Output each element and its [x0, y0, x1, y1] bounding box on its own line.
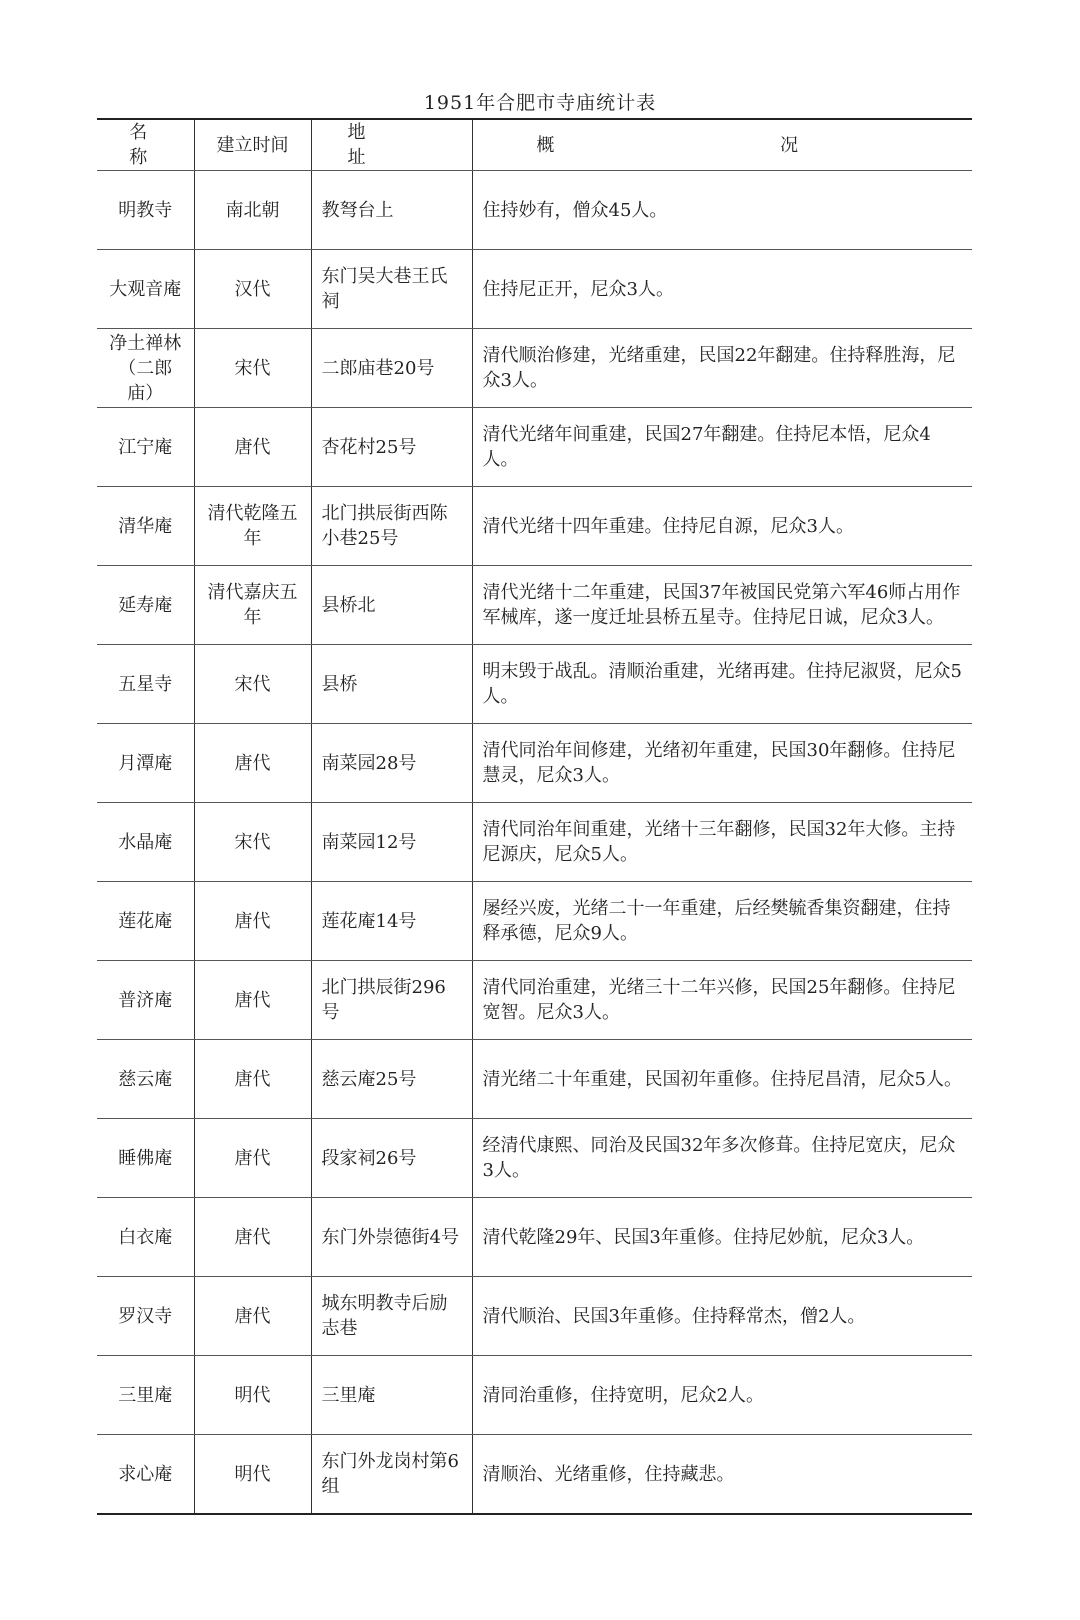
cell-name: 水晶庵	[97, 803, 194, 882]
cell-name: 莲花庵	[97, 882, 194, 961]
table-row	[97, 250, 972, 329]
cell-name: 普济庵	[97, 961, 194, 1040]
table-row	[97, 1435, 972, 1515]
cell-address: 东门外崇德街4号	[311, 1198, 472, 1277]
table-row	[97, 1119, 972, 1198]
cell-time: 唐代	[194, 1198, 311, 1277]
table-row	[97, 566, 972, 645]
cell-address: 教弩台上	[311, 171, 472, 250]
cell-summary: 清光绪二十年重建，民国初年重修。住持尼昌清，尼众5人。	[472, 1040, 972, 1119]
table-row	[97, 1040, 972, 1119]
cell-time: 唐代	[194, 1119, 311, 1198]
header-name: 名 称	[97, 119, 194, 171]
cell-summary: 住持妙有，僧众45人。	[472, 171, 972, 250]
cell-time: 唐代	[194, 408, 311, 487]
cell-time: 清代乾隆五年	[194, 487, 311, 566]
cell-address: 南菜园28号	[311, 724, 472, 803]
table-row	[97, 1198, 972, 1277]
cell-summary: 清代同治年间重建，光绪十三年翻修，民国32年大修。主持尼源庆，尼众5人。	[472, 803, 972, 882]
table-row	[97, 803, 972, 882]
cell-address: 县桥	[311, 645, 472, 724]
cell-name: 白衣庵	[97, 1198, 194, 1277]
cell-summary: 清代同治年间修建，光绪初年重建，民国30年翻修。住持尼慧灵，尼众3人。	[472, 724, 972, 803]
cell-name: 大观音庵	[97, 250, 194, 329]
cell-time: 宋代	[194, 645, 311, 724]
cell-time: 唐代	[194, 882, 311, 961]
cell-name: 慈云庵	[97, 1040, 194, 1119]
cell-summary: 清代光绪十二年重建，民国37年被国民党第六军46师占用作军械库，遂一度迁址县桥五星寺。住持尼日诚，尼众3人。	[472, 566, 972, 645]
cell-name: 清华庵	[97, 487, 194, 566]
table-row	[97, 1356, 972, 1435]
cell-name: 明教寺	[97, 171, 194, 250]
cell-name: 罗汉寺	[97, 1277, 194, 1356]
cell-summary: 清代光绪年间重建，民国27年翻建。住持尼本悟，尼众4人。	[472, 408, 972, 487]
cell-address: 段家祠26号	[311, 1119, 472, 1198]
cell-time: 唐代	[194, 961, 311, 1040]
table-row	[97, 487, 972, 566]
cell-summary: 经清代康熙、同治及民国32年多次修葺。住持尼宽庆，尼众3人。	[472, 1119, 972, 1198]
cell-summary: 屡经兴废，光绪二十一年重建，后经樊毓香集资翻建，住持释承德，尼众9人。	[472, 882, 972, 961]
header-summary: 概 况	[472, 119, 972, 171]
cell-name: 三里庵	[97, 1356, 194, 1435]
table-row	[97, 724, 972, 803]
header-time: 建立时间	[194, 119, 311, 171]
cell-name: 月潭庵	[97, 724, 194, 803]
cell-address: 北门拱辰街296号	[311, 961, 472, 1040]
header-row	[97, 119, 972, 171]
header-address: 地 址	[311, 119, 472, 171]
temple-statistics-table	[97, 118, 972, 1515]
cell-summary: 清顺治、光绪重修，住持藏悲。	[472, 1435, 972, 1515]
cell-time: 明代	[194, 1435, 311, 1515]
cell-name: 净土禅林（二郎庙）	[97, 329, 194, 408]
table-row	[97, 171, 972, 250]
cell-summary: 清代顺治、民国3年重修。住持释常杰，僧2人。	[472, 1277, 972, 1356]
cell-name: 延寿庵	[97, 566, 194, 645]
table-row	[97, 645, 972, 724]
cell-time: 明代	[194, 1356, 311, 1435]
cell-summary: 清代光绪十四年重建。住持尼自源，尼众3人。	[472, 487, 972, 566]
cell-time: 宋代	[194, 329, 311, 408]
cell-address: 杏花村25号	[311, 408, 472, 487]
cell-summary: 住持尼正开，尼众3人。	[472, 250, 972, 329]
cell-time: 唐代	[194, 724, 311, 803]
table-row	[97, 882, 972, 961]
table-row	[97, 408, 972, 487]
cell-summary: 明末毁于战乱。清顺治重建，光绪再建。住持尼淑贤，尼众5人。	[472, 645, 972, 724]
cell-summary: 清同治重修，住持宽明，尼众2人。	[472, 1356, 972, 1435]
cell-time: 南北朝	[194, 171, 311, 250]
cell-summary: 清代顺治修建，光绪重建，民国22年翻建。住持释胜海，尼众3人。	[472, 329, 972, 408]
cell-address: 慈云庵25号	[311, 1040, 472, 1119]
cell-name: 求心庵	[97, 1435, 194, 1515]
table-row	[97, 961, 972, 1040]
table-row	[97, 1277, 972, 1356]
cell-time: 唐代	[194, 1277, 311, 1356]
cell-time: 汉代	[194, 250, 311, 329]
cell-address: 城东明教寺后励志巷	[311, 1277, 472, 1356]
cell-name: 五星寺	[97, 645, 194, 724]
cell-time: 唐代	[194, 1040, 311, 1119]
cell-address: 东门外龙岗村第6组	[311, 1435, 472, 1515]
cell-summary: 清代同治重建，光绪三十二年兴修，民国25年翻修。住持尼宽智。尼众3人。	[472, 961, 972, 1040]
table-row	[97, 329, 972, 408]
cell-time: 清代嘉庆五年	[194, 566, 311, 645]
cell-address: 县桥北	[311, 566, 472, 645]
cell-address: 三里庵	[311, 1356, 472, 1435]
cell-name: 江宁庵	[97, 408, 194, 487]
cell-address: 二郎庙巷20号	[311, 329, 472, 408]
cell-name: 睡佛庵	[97, 1119, 194, 1198]
cell-address: 北门拱辰街西陈小巷25号	[311, 487, 472, 566]
table-title: 1951年合肥市寺庙统计表	[423, 92, 657, 114]
cell-address: 莲花庵14号	[311, 882, 472, 961]
cell-address: 南菜园12号	[311, 803, 472, 882]
cell-address: 东门吴大巷王氏祠	[311, 250, 472, 329]
cell-time: 宋代	[194, 803, 311, 882]
cell-summary: 清代乾隆29年、民国3年重修。住持尼妙航，尼众3人。	[472, 1198, 972, 1277]
